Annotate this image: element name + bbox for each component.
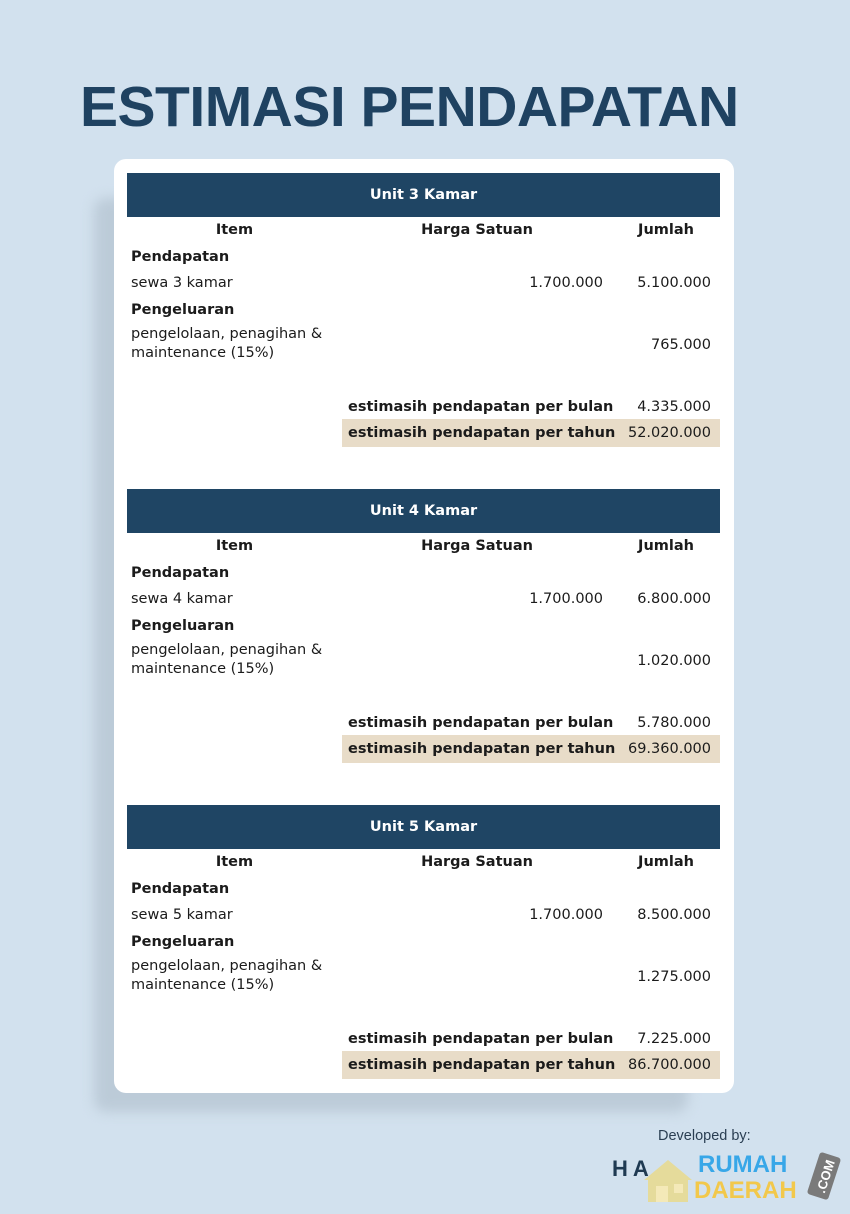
income-total: 6.800.000 bbox=[637, 591, 711, 607]
unit-header: Unit 3 Kamar bbox=[127, 173, 720, 217]
developed-by-label: Developed by: bbox=[658, 1128, 751, 1144]
income-price: 1.700.000 bbox=[529, 275, 603, 291]
column-item-header: Item bbox=[215, 538, 254, 554]
expense-total: 765.000 bbox=[651, 337, 711, 353]
monthly-estimate-label: estimasih pendapatan per bulan bbox=[348, 1031, 614, 1047]
column-jumlah-header: Jumlah bbox=[638, 538, 694, 554]
income-price: 1.700.000 bbox=[529, 907, 603, 923]
income-price: 1.700.000 bbox=[529, 591, 603, 607]
income-total: 5.100.000 bbox=[637, 275, 711, 291]
column-harga-header: Harga Satuan bbox=[421, 222, 533, 238]
income-label: Pendapatan bbox=[131, 881, 230, 897]
monthly-estimate-value: 7.225.000 bbox=[637, 1031, 711, 1047]
yearly-estimate-value: 52.020.000 bbox=[627, 425, 711, 441]
column-harga-header: Harga Satuan bbox=[421, 538, 533, 554]
income-item: sewa 4 kamar bbox=[131, 591, 233, 607]
expense-item: pengelolaan, penagihan & maintenance (15%) bbox=[131, 958, 323, 993]
monthly-estimate-label: estimasih pendapatan per bulan bbox=[348, 715, 614, 731]
column-item-header: Item bbox=[215, 222, 254, 238]
monthly-estimate-value: 5.780.000 bbox=[637, 715, 711, 731]
expense-item: pengelolaan, penagihan & maintenance (15%) bbox=[131, 326, 323, 361]
developer-brand-text: HA bbox=[612, 1156, 654, 1181]
income-item: sewa 3 kamar bbox=[131, 275, 233, 291]
expense-item: pengelolaan, penagihan & maintenance (15%) bbox=[131, 642, 323, 677]
income-item: sewa 5 kamar bbox=[131, 907, 233, 923]
logo-suffix: .COM bbox=[813, 1158, 838, 1195]
expense-label: Pengeluaran bbox=[131, 302, 235, 318]
logo-word-rumah: RUMAH bbox=[698, 1151, 788, 1178]
yearly-estimate-label: estimasih pendapatan per tahun bbox=[348, 741, 616, 757]
page-title: ESTIMASI PENDAPATAN bbox=[80, 75, 739, 139]
unit-table bbox=[127, 805, 720, 1081]
yearly-estimate-label: estimasih pendapatan per tahun bbox=[348, 1057, 616, 1073]
income-total: 8.500.000 bbox=[637, 907, 711, 923]
monthly-estimate-value: 4.335.000 bbox=[637, 399, 711, 415]
monthly-estimate-label: estimasih pendapatan per bulan bbox=[348, 399, 614, 415]
column-jumlah-header: Jumlah bbox=[638, 222, 694, 238]
expense-total: 1.275.000 bbox=[637, 969, 711, 985]
expense-label: Pengeluaran bbox=[131, 934, 235, 950]
brand-logo bbox=[612, 1146, 842, 1206]
column-harga-header: Harga Satuan bbox=[421, 854, 533, 870]
unit-header: Unit 5 Kamar bbox=[127, 805, 720, 849]
unit-table bbox=[127, 173, 720, 449]
yearly-estimate-value: 86.700.000 bbox=[627, 1057, 711, 1073]
income-label: Pendapatan bbox=[131, 565, 230, 581]
logo-word-daerah: DAERAH bbox=[694, 1177, 797, 1204]
yearly-estimate-label: estimasih pendapatan per tahun bbox=[348, 425, 616, 441]
column-item-header: Item bbox=[215, 854, 254, 870]
unit-header: Unit 4 Kamar bbox=[127, 489, 720, 533]
column-jumlah-header: Jumlah bbox=[638, 854, 694, 870]
expense-label: Pengeluaran bbox=[131, 618, 235, 634]
unit-table bbox=[127, 489, 720, 765]
income-label: Pendapatan bbox=[131, 249, 230, 265]
yearly-estimate-value: 69.360.000 bbox=[627, 741, 711, 757]
expense-total: 1.020.000 bbox=[637, 653, 711, 669]
